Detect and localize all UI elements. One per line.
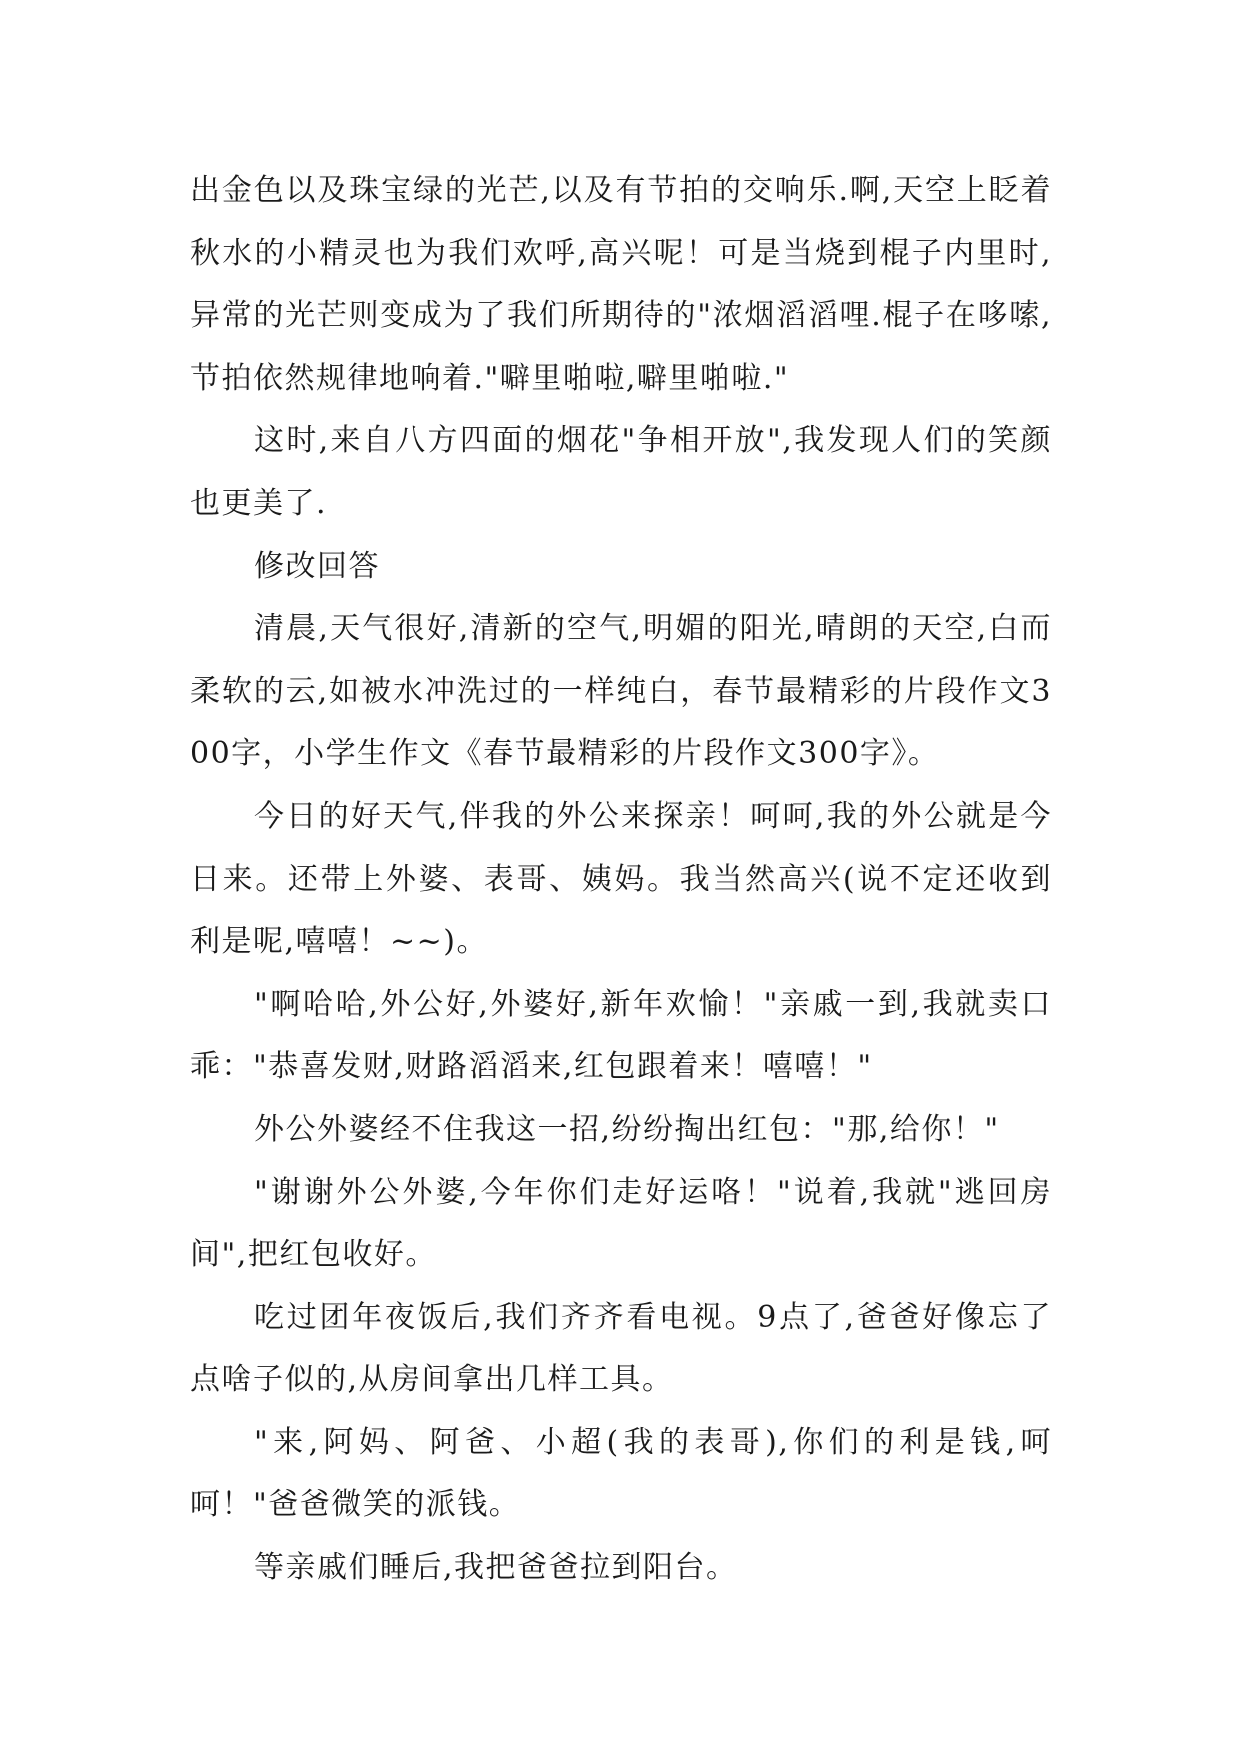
paragraph: 出金色以及珠宝绿的光芒,以及有节拍的交响乐.啊,天空上眨着秋水的小精灵也为我们欢呼,高兴呢！可是当烧到棍子内里时,异常的光芒则变成为了我们所期待的"浓烟滔滔哩.棍子在哆嗦,节拍依然规律地响着."噼里啪啦,噼里啪啦." (190, 173, 1052, 396)
paragraph: 这时,来自八方四面的烟花"争相开放",我发现人们的笑颜也更美了. (190, 423, 1052, 521)
paragraph: 外公外婆经不住我这一招,纷纷掏出红包："那,给你！" (254, 1111, 1000, 1147)
paragraph: 清晨,天气很好,清新的空气,明媚的阳光,晴朗的天空,白而柔软的云,如被水冲洗过的一样纯白，春节最精彩的片段作文300字，小学生作文《春节最精彩的片段作文300字》。 (190, 611, 1052, 772)
paragraph: "啊哈哈,外公好,外婆好,新年欢愉！"亲戚一到,我就卖口乖："恭喜发财,财路滔滔来,红包跟着来！嘻嘻！" (190, 986, 1052, 1085)
paragraph: "来,阿妈、阿爸、小超(我的表哥),你们的利是钱,呵呵！"爸爸微笑的派钱。 (190, 1424, 1052, 1523)
article-body (190, 160, 1052, 1600)
paragraph: 今日的好天气,伴我的外公来探亲！呵呵,我的外公就是今日来。还带上外婆、表哥、姨妈。我当然高兴(说不定还收到利是呢,嘻嘻！~~)。 (190, 798, 1052, 960)
paragraph: "谢谢外公外婆,今年你们走好运咯！"说着,我就"逃回房间",把红包收好。 (190, 1174, 1052, 1273)
paragraph: 修改回答 (254, 548, 380, 584)
paragraph: 吃过团年夜饭后,我们齐齐看电视。9点了,爸爸好像忘了点啥子似的,从房间拿出几样工具。 (190, 1299, 1052, 1398)
paragraph: 等亲戚们睡后,我把爸爸拉到阳台。 (254, 1550, 738, 1586)
